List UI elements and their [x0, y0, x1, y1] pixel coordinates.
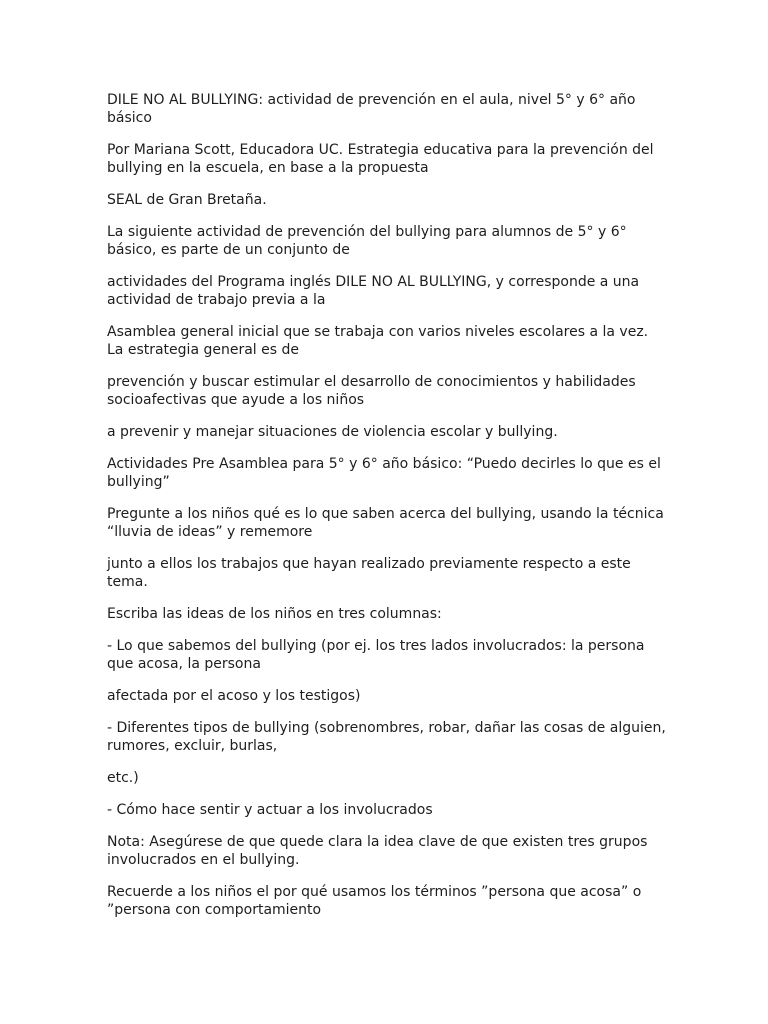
author-line: Por Mariana Scott, Educadora UC. Estrategia educativa para la prevención del bullying en la escuela, en base a la propuesta: [107, 142, 654, 176]
paragraph: Asamblea general inicial que se trabaja con varios niveles escolares a la vez. La estrategia general es de: [107, 324, 649, 358]
paragraph: Escriba las ideas de los niños en tres columnas:: [107, 606, 442, 622]
paragraph: junto a ellos los trabajos que hayan realizado previamente respecto a este tema.: [107, 556, 631, 590]
paragraph: actividades del Programa inglés DILE NO AL BULLYING, y corresponde a una actividad de trabajo previa a la: [107, 274, 640, 308]
list-item-continuation: afectada por el acoso y los testigos): [107, 688, 361, 704]
paragraph: La siguiente actividad de prevención del bullying para alumnos de 5° y 6° básico, es parte de un conjunto de: [107, 224, 627, 258]
note-paragraph: Nota: Asegúrese de que quede clara la idea clave de que existen tres grupos involucrados en el bullying.: [107, 834, 648, 868]
paragraph: prevención y buscar estimular el desarrollo de conocimientos y habilidades socioafectivas que ayude a los niños: [107, 374, 636, 408]
section-heading: Actividades Pre Asamblea para 5° y 6° año básico: “Puedo decirles lo que es el bullying”: [107, 456, 661, 490]
list-item: - Diferentes tipos de bullying (sobrenombres, robar, dañar las cosas de alguien, rumores, excluir, burlas,: [107, 720, 666, 754]
paragraph: Pregunte a los niños qué es lo que saben acerca del bullying, usando la técnica “lluvia de ideas” y rememore: [107, 506, 664, 540]
list-item-continuation: etc.): [107, 770, 139, 786]
list-item: - Cómo hace sentir y actuar a los involucrados: [107, 802, 433, 818]
paragraph: SEAL de Gran Bretaña.: [107, 192, 267, 208]
document-title: DILE NO AL BULLYING: actividad de prevención en el aula, nivel 5° y 6° año básico: [107, 92, 636, 126]
paragraph: Recuerde a los niños el por qué usamos los términos ”persona que acosa” o ”persona con comportamiento: [107, 884, 642, 918]
list-item: - Lo que sabemos del bullying (por ej. los tres lados involucrados: la persona que acosa, la persona: [107, 638, 645, 672]
document-body: [107, 91, 667, 933]
paragraph: a prevenir y manejar situaciones de violencia escolar y bullying.: [107, 424, 558, 440]
